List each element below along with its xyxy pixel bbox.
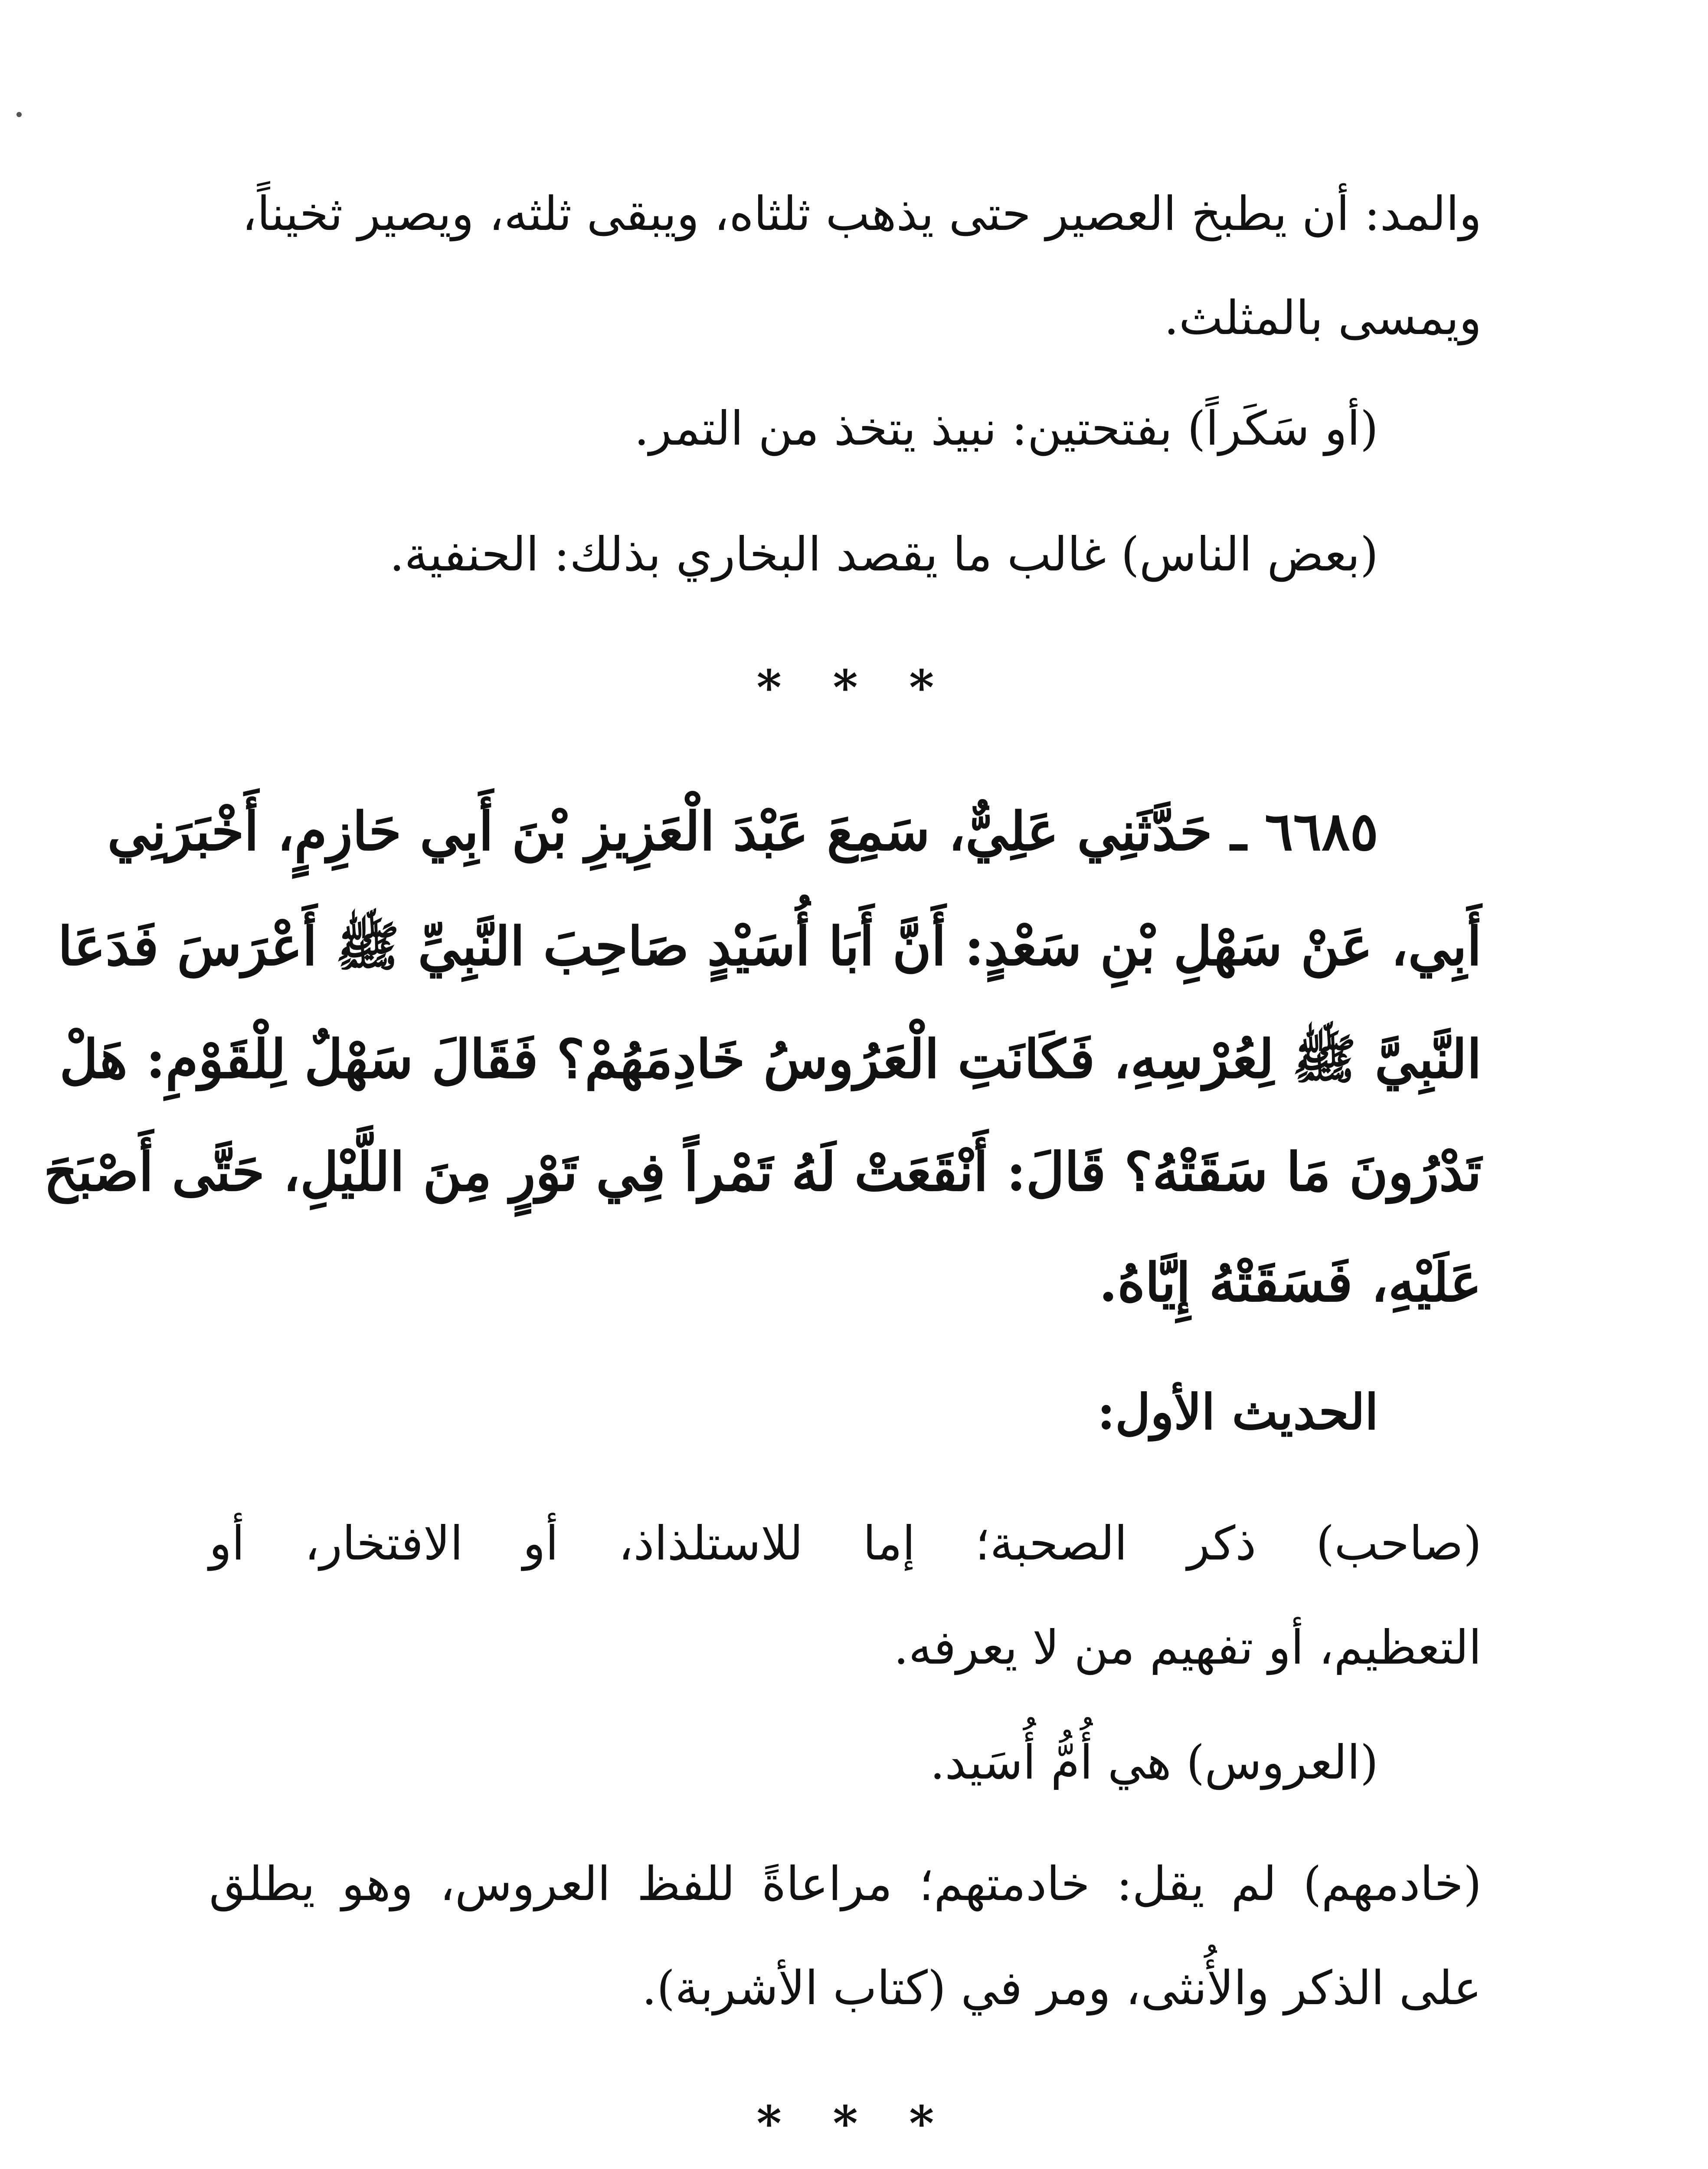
note-sahib-1: (صاحب) ذكر الصحبة؛ إما للاستلذاذ، أو الافتخار، أو [209,1517,1482,1571]
hadith-line-3: النَّبِيَّ ﷺ لِعُرْسِهِ، فَكَانَتِ الْعَرُوسُ خَادِمَهُمْ؟ فَقَالَ سَهْلٌ لِلْقَوْمِ: هَلْ [59,1028,1482,1090]
note-line-2: ويمسى بالمثلث. [1164,291,1482,345]
note-bad-al-nas: (بعض الناس) غالب ما يقصد البخاري بذلك: الحنفية. [389,528,1378,582]
hadith-line-1: ٦٦٨٥ ـ حَدَّثَنِي عَلِيٌّ، سَمِعَ عَبْدَ الْعَزِيزِ بْنَ أَبِي حَازِمٍ، أَخْبَرَنِي [107,800,1378,862]
note-khadimuhum-2: على الذكر والأُنثى، ومر في (كتاب الأشربة). [641,1961,1482,2015]
hadith-line-2: أَبِي، عَنْ سَهْلِ بْنِ سَعْدٍ: أَنَّ أَبَا أُسَيْدٍ صَاحِبَ النَّبِيِّ ﷺ أَعْرَسَ فَدَعَا [58,915,1482,977]
note-khadimuhum-1: (خادمهم) لم يقل: خادمتهم؛ مراعاةً للفظ العروس، وهو يطلق [209,1857,1482,1911]
note-arus: (العروس) هي أُمُّ أُسَيد. [930,1736,1378,1790]
hadith-line-5: عَلَيْهِ، فَسَقَتْهُ إِيَّاهُ. [1099,1251,1482,1314]
hadith-line-4: تَدْرُونَ مَا سَقَتْهُ؟ قَالَ: أَنْقَعَتْ لَهُ تَمْراً فِي تَوْرٍ مِنَ اللَّيْلِ، حَتَّى أَصْبَحَ [43,1140,1482,1203]
first-hadith-heading: الحديث الأول: [1097,1384,1378,1441]
section-separator-2: * * * [756,2095,952,2151]
note-sakar: (أو سَكَراً) بفتحتين: نبيذ يتخذ من التمر. [634,402,1378,456]
note-sahib-2: التعظيم، أو تفهيم من لا يعرفه. [893,1621,1482,1675]
section-separator-1: * * * [756,659,952,715]
note-line-1: والمد: أن يطبخ العصير حتى يذهب ثلثاه، ويبقى ثلثه، ويصير ثخيناً، [242,187,1482,241]
scan-speck [16,112,22,117]
